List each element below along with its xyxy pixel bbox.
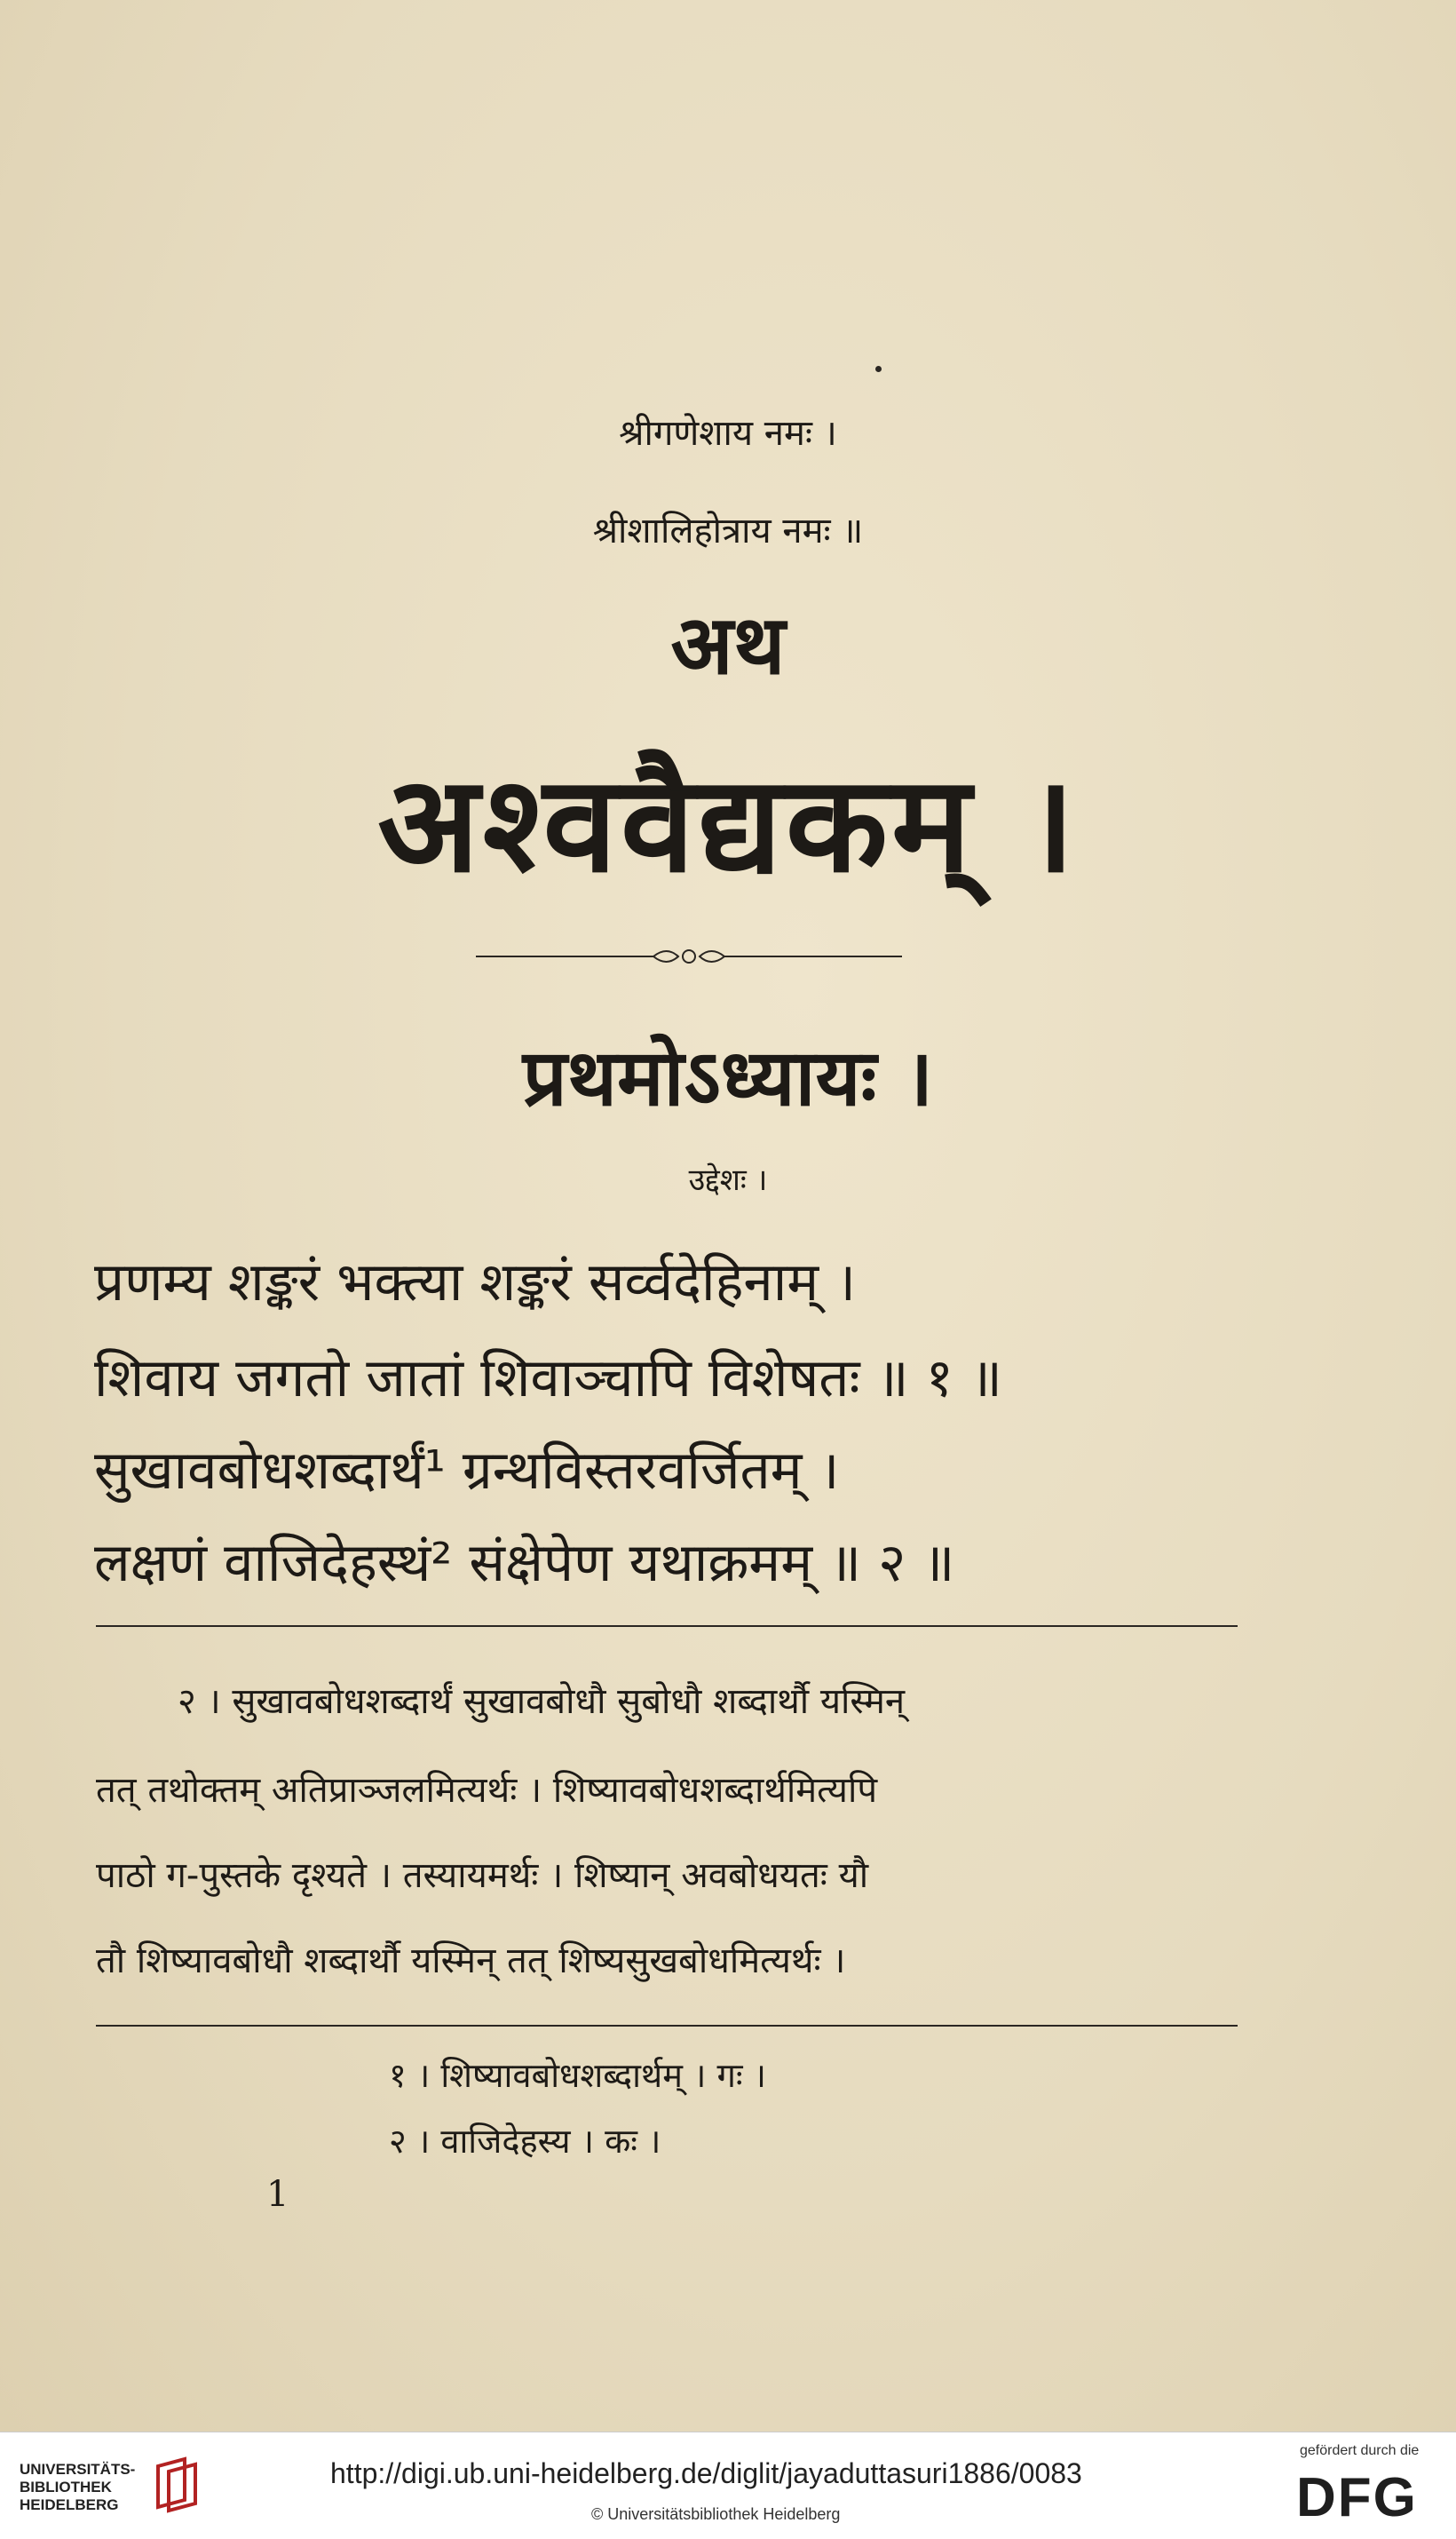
library-name-line: BIBLIOTHEK: [20, 2479, 112, 2495]
viewer-footer: [0, 2432, 1456, 2539]
section-heading: उद्देशः ।: [688, 1162, 768, 1198]
divider-rule: [96, 1625, 1238, 1627]
library-name: [20, 2461, 135, 2514]
library-name-line: UNIVERSITÄTS-: [20, 2461, 136, 2478]
title-prefix: अथ: [670, 598, 786, 693]
permalink[interactable]: http://digi.ub.uni-heidelberg.de/diglit/jayaduttasuri1886/0083: [330, 2457, 1082, 2489]
funded-by-label: gefördert durch die: [1300, 2443, 1420, 2458]
divider-rule: [96, 2025, 1238, 2027]
library-logo-icon: [149, 2454, 202, 2516]
dfg-logo: DFG: [1296, 2467, 1418, 2528]
invocation-ganesha: श्रीगणेशाय नमः ।: [619, 413, 837, 454]
book-title: अश्ववैद्यकम् ।: [377, 748, 1079, 902]
invocation-shalihotra: श्रीशालिहोत्राय नमः ॥: [592, 511, 864, 551]
verse-line: प्रणम्य शङ्करं भक्त्या शङ्करं सर्व्वदेहिनाम् ।: [94, 1251, 856, 1313]
commentary-line: २ । सुखावबोधशब्दार्थं सुखावबोधौ सुबोधौ शब्दार्थौ यस्मिन्: [178, 1681, 906, 1722]
commentary-line: तौ शिष्यावबोधौ शब्दार्थौ यस्मिन् तत् शिष्यसुखबोधमित्यर्थः ।: [96, 1940, 846, 1981]
footnote: १ । शिष्यावबोधशब्दार्थम् । गः ।: [389, 2056, 767, 2095]
chapter-heading: प्रथमोऽध्यायः ।: [522, 1032, 934, 1123]
footnote: २ । वाजिदेहस्य । कः ।: [389, 2122, 661, 2161]
ornament-divider: [476, 943, 902, 970]
ink-dot: [875, 366, 882, 372]
copyright-notice: © Universitätsbibliothek Heidelberg: [591, 2505, 841, 2523]
verse-line: लक्षणं वाजिदेहस्थं² संक्षेपेण यथाक्रमम् ॥ २ ॥: [94, 1532, 955, 1594]
library-name-line: HEIDELBERG: [20, 2496, 119, 2513]
commentary-line: पाठो ग-पुस्तके दृश्यते । तस्यायमर्थः । शिष्यान् अवबोधयतः यौ: [96, 1855, 869, 1896]
verse-line: सुखावबोधशब्दार्थं¹ ग्रन्थविस्तरवर्जितम् ।: [94, 1440, 840, 1502]
verse-line: शिवाय जगतो जातां शिवाञ्चापि विशेषतः ॥ १ ॥: [94, 1347, 1002, 1409]
commentary-line: तत् तथोक्तम् अतिप्राञ्जलमित्यर्थः । शिष्यावबोधशब्दार्थमित्यपि: [96, 1770, 878, 1811]
page-number: 1: [266, 2174, 289, 2215]
